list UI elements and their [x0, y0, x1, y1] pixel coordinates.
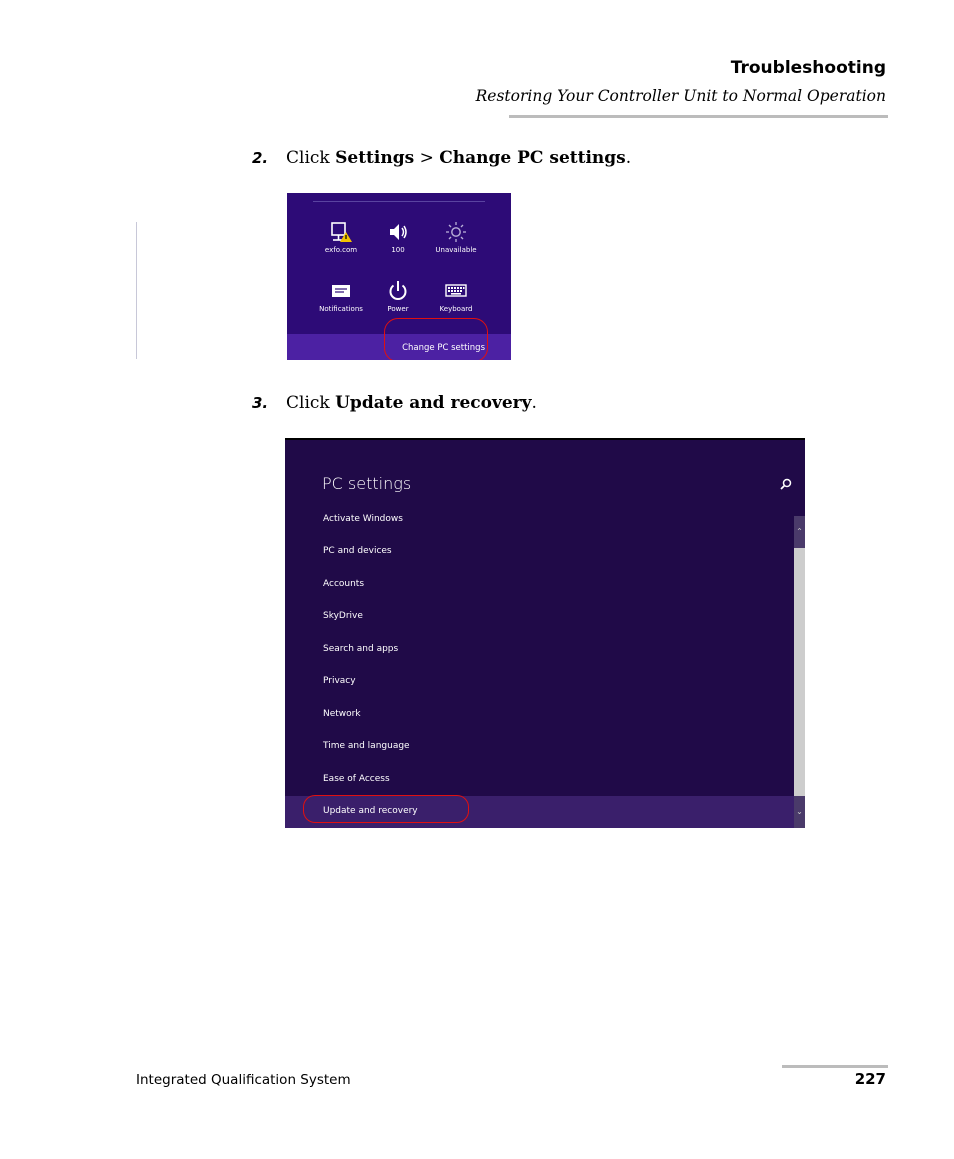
settings-item-skydrive[interactable]: SkyDrive: [323, 611, 363, 621]
charm-divider: [313, 201, 485, 202]
pc-settings-title: PC settings: [322, 474, 412, 493]
step-keyword: Change PC settings: [439, 148, 626, 168]
step-number: 3.: [252, 394, 269, 412]
charm-tile-label: exfo.com: [324, 246, 358, 254]
change-pc-settings-label: Change PC settings: [402, 343, 485, 353]
charm-tile-label: Unavailable: [435, 246, 477, 254]
notifications-icon: [329, 280, 353, 302]
footer-divider: [782, 1065, 888, 1068]
step-suffix: .: [531, 393, 537, 413]
charm-tile-brightness[interactable]: [428, 221, 484, 254]
step-number: 2.: [252, 149, 269, 167]
charm-tile-volume[interactable]: [370, 221, 426, 254]
margin-guide: [136, 222, 137, 359]
brightness-icon: [444, 221, 468, 243]
keyboard-icon: [444, 280, 468, 302]
scrollbar-thumb[interactable]: [794, 548, 805, 796]
settings-item-accounts[interactable]: Accounts: [323, 579, 365, 589]
scroll-up-icon[interactable]: ⌃: [794, 516, 805, 548]
header-divider: [509, 115, 888, 118]
settings-item-time-and-language[interactable]: Time and language: [323, 741, 410, 751]
step-text: [286, 148, 631, 168]
step-separator: >: [414, 148, 440, 168]
step-text: [286, 393, 537, 413]
network-warning-icon: [329, 221, 353, 243]
settings-item-activate-windows[interactable]: Activate Windows: [323, 514, 403, 524]
settings-item-network[interactable]: Network: [323, 709, 361, 719]
pc-settings-screenshot: [285, 438, 805, 828]
charm-tile-label: Notifications: [319, 305, 363, 313]
volume-icon: [386, 221, 410, 243]
settings-item-ease-of-access[interactable]: Ease of Access: [323, 774, 390, 784]
charm-tile-label: 100: [391, 246, 405, 254]
charm-tile-label: Power: [387, 305, 409, 313]
settings-item-pc-and-devices[interactable]: PC and devices: [323, 546, 392, 556]
highlight-circle: [303, 795, 469, 823]
charm-tile-notifications[interactable]: [313, 280, 369, 313]
section-title: Troubleshooting: [730, 58, 886, 78]
highlight-circle: [384, 318, 488, 360]
search-icon[interactable]: [779, 477, 793, 491]
step-prefix: Click: [286, 393, 336, 413]
settings-item-search-and-apps[interactable]: Search and apps: [323, 644, 399, 654]
power-icon: [386, 280, 410, 302]
settings-charm-screenshot: [287, 193, 511, 360]
step-keyword: Update and recovery: [335, 393, 532, 413]
charm-tile-network[interactable]: [313, 221, 369, 254]
charm-tile-power[interactable]: [370, 280, 426, 313]
section-subtitle: Restoring Your Controller Unit to Normal Operation: [475, 87, 886, 105]
charm-tile-label: Keyboard: [439, 305, 473, 313]
scroll-down-icon[interactable]: ⌄: [794, 796, 805, 828]
scrollbar[interactable]: [794, 516, 805, 828]
page-number: 227: [854, 1070, 886, 1088]
step-prefix: Click: [286, 148, 336, 168]
screenshot-border: [285, 438, 805, 440]
footer-product-name: Integrated Qualification System: [136, 1072, 351, 1088]
charm-tile-keyboard[interactable]: [428, 280, 484, 313]
settings-item-privacy[interactable]: Privacy: [323, 676, 356, 686]
step-3: [252, 393, 652, 417]
settings-item-update-and-recovery[interactable]: Update and recovery: [323, 806, 418, 816]
step-keyword: Settings: [335, 148, 415, 168]
step-2: [252, 148, 652, 172]
step-suffix: .: [625, 148, 632, 168]
